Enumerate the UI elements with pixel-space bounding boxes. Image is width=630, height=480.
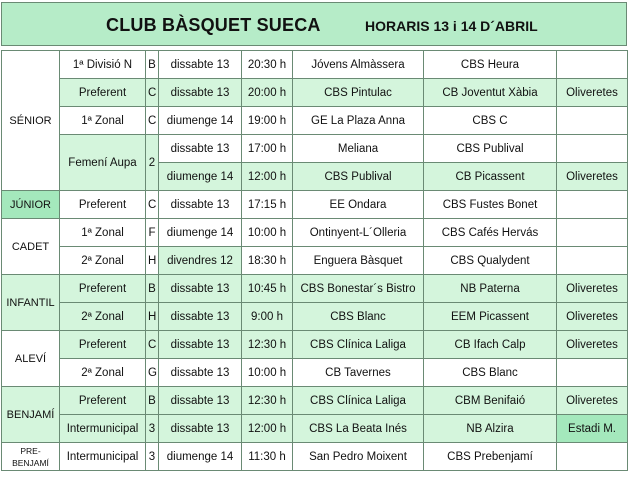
- home-team-cell: EE Ondara: [293, 191, 424, 219]
- venue-cell: [557, 219, 628, 247]
- venue-cell: Estadi M.: [557, 415, 628, 443]
- home-team-cell: CBS Pintulac: [293, 79, 424, 107]
- category-benjami: BENJAMÍ: [2, 387, 60, 443]
- competition-cell: Intermunicipal: [60, 415, 146, 443]
- away-team-cell: CBS Cafés Hervás: [424, 219, 557, 247]
- time-cell: 11:30 h: [242, 443, 293, 471]
- group-cell: H: [146, 247, 159, 275]
- competition-cell: Intermunicipal: [60, 443, 146, 471]
- away-team-cell: CBS C: [424, 107, 557, 135]
- day-cell: dissabte 13: [159, 51, 242, 79]
- away-team-cell: CB Picassent: [424, 163, 557, 191]
- time-cell: 10:00 h: [242, 219, 293, 247]
- time-cell: 10:00 h: [242, 359, 293, 387]
- time-cell: 10:45 h: [242, 275, 293, 303]
- table-row: [2, 79, 628, 107]
- schedule-title: HORARIS 13 i 14 D´ABRIL: [365, 18, 538, 34]
- time-cell: 18:30 h: [242, 247, 293, 275]
- home-team-cell: Jóvens Almàssera: [293, 51, 424, 79]
- competition-cell: Preferent: [60, 191, 146, 219]
- away-team-cell: NB Alzira: [424, 415, 557, 443]
- time-cell: 17:15 h: [242, 191, 293, 219]
- time-cell: 12:30 h: [242, 387, 293, 415]
- away-team-cell: CBS Fustes Bonet: [424, 191, 557, 219]
- group-cell: C: [146, 107, 159, 135]
- category-junior: JÚNIOR: [2, 191, 60, 219]
- group-cell: 2: [146, 135, 159, 191]
- away-team-cell: CBS Publival: [424, 135, 557, 163]
- venue-cell: [557, 443, 628, 471]
- venue-cell: Oliveretes: [557, 163, 628, 191]
- home-team-cell: CBS Publival: [293, 163, 424, 191]
- time-cell: 12:30 h: [242, 331, 293, 359]
- away-team-cell: CBS Qualydent: [424, 247, 557, 275]
- time-cell: 17:00 h: [242, 135, 293, 163]
- away-team-cell: CBS Blanc: [424, 359, 557, 387]
- day-cell: dissabte 13: [159, 135, 242, 163]
- club-name: CLUB BÀSQUET SUECA: [106, 15, 321, 35]
- category-prebenjami-line1: PRE-: [20, 445, 41, 456]
- table-row: [2, 359, 628, 387]
- away-team-cell: CB Joventut Xàbia: [424, 79, 557, 107]
- day-cell: dissabte 13: [159, 303, 242, 331]
- away-team-cell: CBM Benifaió: [424, 387, 557, 415]
- home-team-cell: GE La Plaza Anna: [293, 107, 424, 135]
- venue-cell: [557, 135, 628, 163]
- header-banner: [1, 2, 627, 46]
- day-cell: divendres 12: [159, 247, 242, 275]
- group-cell: B: [146, 51, 159, 79]
- category-infantil: INFANTIL: [2, 275, 60, 331]
- table-row: [2, 107, 628, 135]
- competition-cell: 1ª Divisió N: [60, 51, 146, 79]
- home-team-cell: Ontinyent-L´Olleria: [293, 219, 424, 247]
- away-team-cell: CB Ifach Calp: [424, 331, 557, 359]
- away-team-cell: CBS Prebenjamí: [424, 443, 557, 471]
- competition-cell: Preferent: [60, 387, 146, 415]
- time-cell: 20:00 h: [242, 79, 293, 107]
- table-row: [2, 247, 628, 275]
- day-cell: dissabte 13: [159, 275, 242, 303]
- group-cell: F: [146, 219, 159, 247]
- group-cell: 3: [146, 415, 159, 443]
- day-cell: dissabte 13: [159, 331, 242, 359]
- competition-cell: Preferent: [60, 79, 146, 107]
- competition-cell: 1ª Zonal: [60, 107, 146, 135]
- category-prebenjami: [2, 443, 60, 471]
- group-cell: H: [146, 303, 159, 331]
- group-cell: C: [146, 191, 159, 219]
- competition-cell: 2ª Zonal: [60, 247, 146, 275]
- day-cell: diumenge 14: [159, 107, 242, 135]
- group-cell: B: [146, 387, 159, 415]
- competition-cell: 2ª Zonal: [60, 303, 146, 331]
- group-cell: 3: [146, 443, 159, 471]
- home-team-cell: CBS La Beata Inés: [293, 415, 424, 443]
- competition-cell: 2ª Zonal: [60, 359, 146, 387]
- table-row: [2, 443, 628, 471]
- table-row: [2, 275, 628, 303]
- day-cell: dissabte 13: [159, 387, 242, 415]
- venue-cell: Oliveretes: [557, 387, 628, 415]
- home-team-cell: CBS Bonestar´s Bistro: [293, 275, 424, 303]
- category-senior: SÉNIOR: [2, 51, 60, 191]
- day-cell: diumenge 14: [159, 219, 242, 247]
- home-team-cell: CB Tavernes: [293, 359, 424, 387]
- table-row: [2, 415, 628, 443]
- competition-cell: Preferent: [60, 331, 146, 359]
- table-row: [2, 135, 628, 163]
- venue-cell: [557, 247, 628, 275]
- day-cell: diumenge 14: [159, 443, 242, 471]
- category-prebenjami-line2: BENJAMÍ: [12, 457, 49, 468]
- home-team-cell: CBS Blanc: [293, 303, 424, 331]
- venue-cell: [557, 359, 628, 387]
- home-team-cell: CBS Clínica Laliga: [293, 331, 424, 359]
- away-team-cell: CBS Heura: [424, 51, 557, 79]
- group-cell: C: [146, 79, 159, 107]
- category-cadet: CADET: [2, 219, 60, 275]
- table-row: [2, 387, 628, 415]
- away-team-cell: EEM Picassent: [424, 303, 557, 331]
- time-cell: 20:30 h: [242, 51, 293, 79]
- venue-cell: Oliveretes: [557, 303, 628, 331]
- day-cell: dissabte 13: [159, 79, 242, 107]
- venue-cell: Oliveretes: [557, 331, 628, 359]
- competition-cell: Femení Aupa: [60, 135, 146, 191]
- time-cell: 12:00 h: [242, 163, 293, 191]
- venue-cell: [557, 191, 628, 219]
- time-cell: 12:00 h: [242, 415, 293, 443]
- group-cell: B: [146, 275, 159, 303]
- venue-cell: [557, 107, 628, 135]
- schedule-table: [1, 50, 628, 471]
- venue-cell: Oliveretes: [557, 79, 628, 107]
- group-cell: C: [146, 331, 159, 359]
- category-alevi: ALEVÍ: [2, 331, 60, 387]
- time-cell: 19:00 h: [242, 107, 293, 135]
- venue-cell: [557, 51, 628, 79]
- home-team-cell: Meliana: [293, 135, 424, 163]
- table-row: [2, 191, 628, 219]
- away-team-cell: NB Paterna: [424, 275, 557, 303]
- day-cell: dissabte 13: [159, 191, 242, 219]
- table-row: [2, 219, 628, 247]
- group-cell: G: [146, 359, 159, 387]
- home-team-cell: Enguera Bàsquet: [293, 247, 424, 275]
- time-cell: 9:00 h: [242, 303, 293, 331]
- day-cell: diumenge 14: [159, 163, 242, 191]
- home-team-cell: CBS Clínica Laliga: [293, 387, 424, 415]
- competition-cell: 1ª Zonal: [60, 219, 146, 247]
- venue-cell: Oliveretes: [557, 275, 628, 303]
- table-row: [2, 331, 628, 359]
- table-row: [2, 303, 628, 331]
- table-row: [2, 51, 628, 79]
- home-team-cell: San Pedro Moixent: [293, 443, 424, 471]
- day-cell: dissabte 13: [159, 415, 242, 443]
- competition-cell: Preferent: [60, 275, 146, 303]
- day-cell: dissabte 13: [159, 359, 242, 387]
